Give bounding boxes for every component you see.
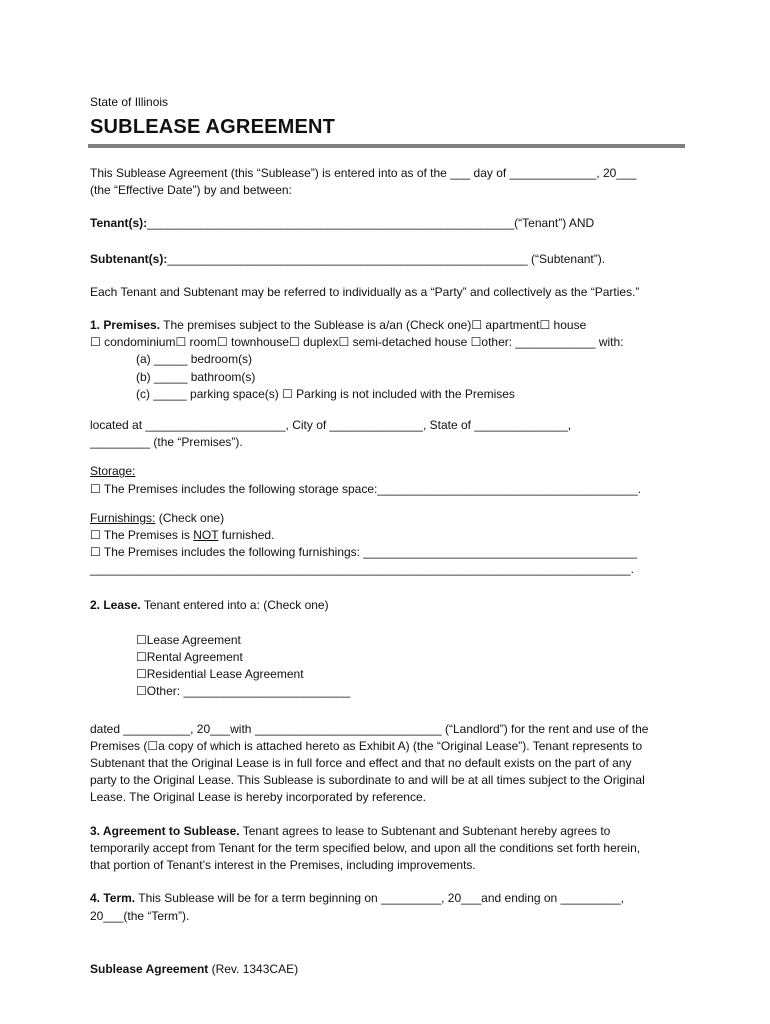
lease-dated-5: Lease. The Original Lease is hereby incorporated by reference. xyxy=(90,790,426,805)
agreement-line-1: 3. Agreement to Sublease. Tenant agrees to lease to Subtenant and Subtenant hereby agrees to xyxy=(90,823,611,838)
agreement-heading: 3. Agreement to Sublease. xyxy=(90,823,240,838)
page-footer xyxy=(90,962,298,976)
footer-label: Sublease Agreement xyxy=(90,962,209,976)
lease-option-other: ☐Other: _________________________ xyxy=(136,684,351,699)
lease-options xyxy=(90,632,685,701)
term-line-1: 4. Term. This Sublease will be for a term beginning on _________, 20___and ending on _________, xyxy=(90,891,624,906)
furnishings-includes: ☐ The Premises includes the following furnishings: _________________________________________ xyxy=(90,545,637,560)
title-divider xyxy=(88,144,685,148)
lease-option-residential: ☐Residential Lease Agreement xyxy=(136,667,304,682)
premises-item-parking: (c) _____ parking space(s) ☐ Parking is not included with the Premises xyxy=(136,386,515,401)
storage-label: Storage: xyxy=(90,464,136,479)
agreement-line-2: temporarily accept from Tenant for the term specified below, and upon all the conditions set forth herein, xyxy=(90,840,641,855)
tenant-label: Tenant(s): xyxy=(90,216,148,231)
lease-dated-4: party to the Original Lease. This Sublease is subordinate to and will be at all times subject to the Original xyxy=(90,773,645,788)
furnishings-line-2: _________________________________________________________________________________. xyxy=(90,562,634,577)
lease-dated-3: Subtenant that the Original Lease is in full force and effect and that no default exists on the part of any xyxy=(90,756,632,771)
premises-item-bathrooms: (b) _____ bathroom(s) xyxy=(136,369,256,384)
footer-revision: (Rev. 1343CAE) xyxy=(208,962,299,976)
storage-line: ☐ The Premises includes the following storage space:_______________________________________. xyxy=(90,481,641,496)
lease-heading: 2. Lease. xyxy=(90,597,141,612)
tenant-row xyxy=(90,215,685,232)
located-line-1: located at _____________________, City of ______________, State of ______________, xyxy=(90,418,572,433)
furnishings-header: Furnishings: (Check one) xyxy=(90,510,225,525)
term-line-2: 20___(the “Term”). xyxy=(90,908,190,923)
premises-line-1: 1. Premises. The premises subject to the Sublease is a/an (Check one)☐ apartment☐ house xyxy=(90,318,587,333)
located-line-2: _________ (the “Premises”). xyxy=(90,435,243,450)
subtenant-label: Subtenant(s): xyxy=(90,251,168,266)
subtenant-blank: ______________________________________________________ (“Subtenant”). xyxy=(167,251,606,266)
lease-dated-2: Premises (☐a copy of which is attached hereto as Exhibit A) (the “Original Lease”). Tenant represents to xyxy=(90,738,643,753)
premises-line-2: ☐ condominium☐ room☐ townhouse☐ duplex☐ semi-detached house ☐other: ____________ with: xyxy=(90,335,624,350)
lease-heading-row: 2. Lease. Tenant entered into a: (Check one) xyxy=(90,597,329,612)
agreement-line-3: that portion of Tenant’s interest in the Premises, including improvements. xyxy=(90,858,476,873)
intro-line-1: This Sublease Agreement (this “Sublease”) is entered into as of the ___ day of _____________, 20___ xyxy=(90,166,637,180)
document-body xyxy=(90,165,685,925)
state-label: State of Illinois xyxy=(90,95,169,109)
subtenant-row xyxy=(90,251,685,268)
premises-heading: 1. Premises. xyxy=(90,318,161,333)
furnishings-label: Furnishings: xyxy=(90,510,156,525)
parties-definition: Each Tenant and Subtenant may be referred to individually as a “Party” and collectively as the “Parties.” xyxy=(90,284,640,299)
furnishings-not: ☐ The Premises is NOT furnished. xyxy=(90,528,275,543)
premises-item-bedrooms: (a) _____ bedroom(s) xyxy=(136,352,253,367)
tenant-blank: _______________________________________________________(“Tenant”) AND xyxy=(147,216,595,231)
term-heading: 4. Term. xyxy=(90,891,136,906)
document-title: SUBLEASE AGREEMENT xyxy=(90,116,336,138)
premises-items xyxy=(90,351,685,403)
intro-line-2: (the “Effective Date”) by and between: xyxy=(90,183,292,198)
lease-dated-1: dated __________, 20___with ____________________________ (“Landlord”) for the rent and use of the xyxy=(90,721,649,736)
lease-option-lease: ☐Lease Agreement xyxy=(136,632,241,647)
lease-option-rental: ☐Rental Agreement xyxy=(136,650,243,665)
